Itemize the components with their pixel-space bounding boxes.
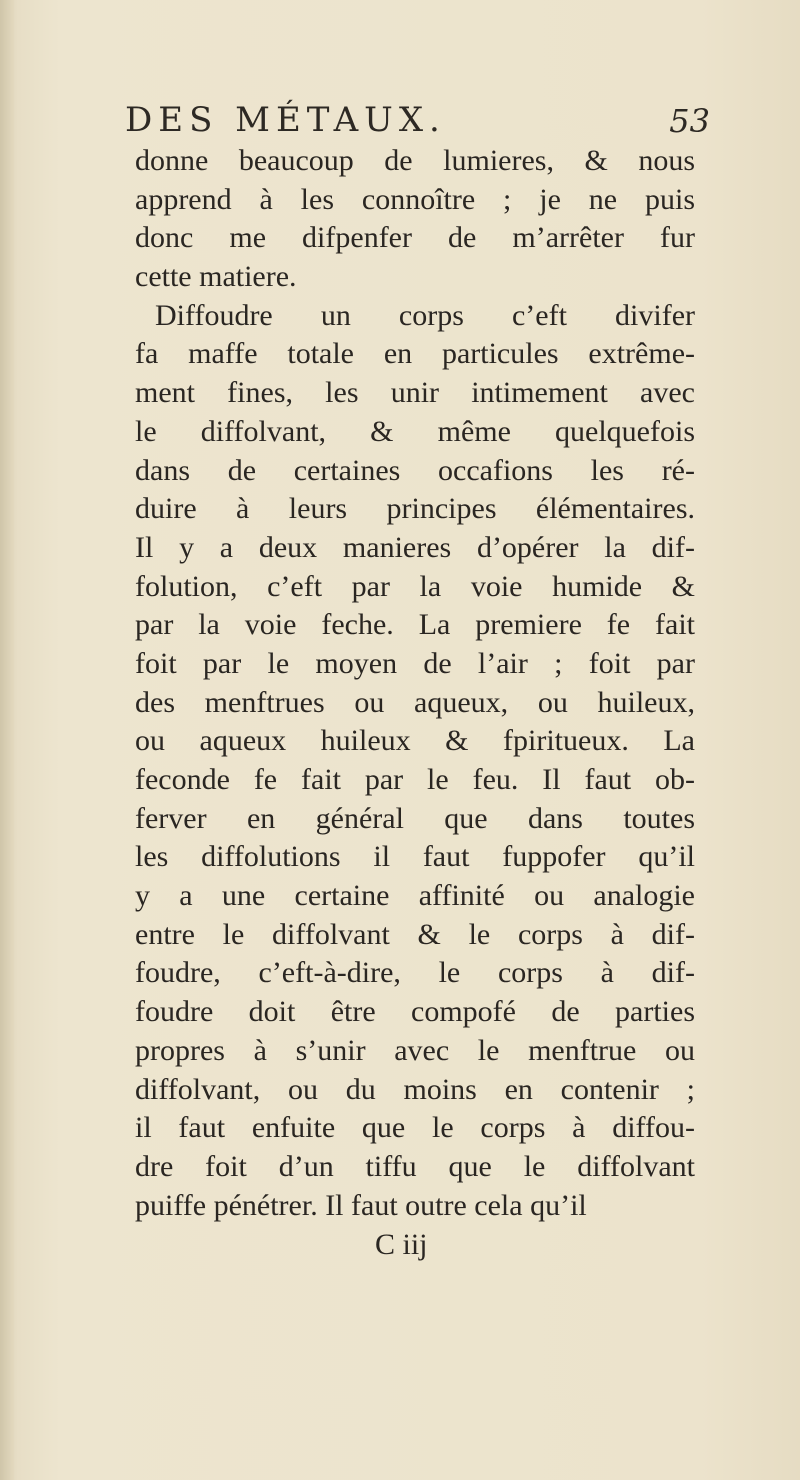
text-line: foudre, c’eft-à-dire, le corps à dif- [135,956,695,990]
text-line: le diffolvant, & même quelquefois [135,414,695,448]
text-line: fa maffe totale en particules extrême- [135,337,695,371]
text-line: dans de certaines occafions les ré- [135,453,695,487]
text-line: il faut enfuite que le corps à diffou- [135,1111,695,1145]
text-line: puiffe pénétrer. Il faut outre cela qu’il [135,1188,587,1222]
text-line: par la voie feche. La premiere fe fait [135,608,695,642]
text-line: des menftrues ou aqueux, ou huileux, [135,685,695,719]
page-number: 53 [669,102,710,140]
running-head: DES MÉTAUX. [125,100,446,140]
body-text [135,142,695,1225]
text-line: y a une certaine affinité ou analogie [135,879,695,913]
text-line: entre le diffolvant & le corps à dif- [135,917,695,951]
text-line: diffolvant, ou du moins en contenir ; [135,1072,695,1106]
text-line: donc me difpenfer de m’arrêter fur [135,221,695,255]
page-gutter [0,0,14,1480]
text-line: donne beaucoup de lumieres, & nous [135,144,695,177]
text-line: Diffoudre un corps c’eft divifer [155,298,695,332]
text-line: feconde fe fait par le feu. Il faut ob- [135,763,695,796]
text-line: cette matiere. [135,260,297,294]
text-line: foudre doit être compofé de parties [135,995,695,1029]
text-line: ferver en général que dans toutes [135,801,695,835]
text-line: ou aqueux huileux & fpiritueux. La [135,724,695,758]
signature-mark: C iij [375,1228,428,1261]
text-line: Il y a deux manieres d’opérer la dif- [135,530,695,564]
text-line: propres à s’unir avec le menftrue ou [135,1033,695,1067]
text-line: les diffolutions il faut fuppofer qu’il [135,840,695,874]
text-line: apprend à les connoître ; je ne puis [135,182,695,216]
text-line: dre foit d’un tiffu que le diffolvant [135,1149,695,1183]
page-header [125,100,710,140]
text-line: ment fines, les unir intimement avec [135,376,695,410]
text-line: folution, c’eft par la voie humide & [135,569,695,603]
text-line: duire à leurs principes élémentaires. [135,492,695,526]
text-line: foit par le moyen de l’air ; foit par [135,646,695,680]
